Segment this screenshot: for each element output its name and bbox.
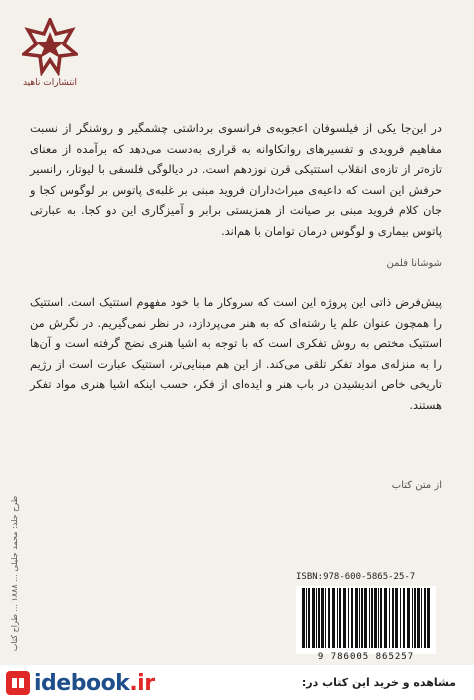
barcode-icon <box>296 586 436 650</box>
publisher-name: انتشارات ناهید <box>22 78 78 88</box>
blurb-paragraph-2: پیش‌فرض ذاتی این پروژه این است که سروکار ما با خود مفهوم استتیک است. استتیک را همچون عنوان علم یا رشته‌ای که به هنر می‌پردازد، در نظر نمی‌گیریم. در نگرش من استتیک مختص به روش تفکری است که با توجه به اشیا هنری نضج گرفته است و آن‌ها را به منزله‌ی مواد تفکر تلقی می‌کند. از این هم مبنایی‌تر، استتیک عبارت است از رژیم تاریخی خاص اندیشیدن در باب هنر و ایده‌ای از فکر، حسب اینکه اشیا هنری مواد تفکر هستند. <box>30 295 442 412</box>
watermark-brand: idebook <box>34 670 130 696</box>
isbn-label: ISBN:978-600-5865-25-7 <box>296 572 416 582</box>
spine-credit <box>8 495 22 651</box>
book-icon <box>6 671 30 695</box>
watermark-text: مشاهده و خرید این کتاب در: <box>301 676 456 689</box>
blurb-paragraph-1: در این‌جا یکی از فیلسوفان اعجوبه‌ی فرانسوی برداشتی چشمگیر و روشنگر از نسبت مفاهیم فرویدی و تفسیرهای روانکاوانه به قراری به‌دست می‌دهد که برآمده از معنای تازه‌تر از تازه‌ی انقلاب استتیکی قرن نوزدهم است. در دیالوگی فلسفی با لیوتار، رانسیر حرفش این است که داعیه‌ی میراث‌داران فروید مبنی بر غلبه‌ی پاتوس بر لوگوس کجا و جان کلام فروید مبنی بر صیانت از همزیستی برابر و آمیزگاری این دو کجا. به عبارتی پاتوس بیماری و لوگوس درمان توامان با هم‌اند. <box>30 121 442 238</box>
blurb-signature-1: شوشانا فلمن <box>386 258 442 269</box>
blurb-signature-2: از متن کتاب <box>391 480 442 491</box>
spine-credit-text: طرح جلد: محمد جلیلی ... ۱۸۸۸ ... طراح کتاب <box>10 495 20 651</box>
watermark-logo[interactable] <box>6 668 155 698</box>
barcode <box>296 586 436 654</box>
publisher-logo <box>16 18 84 98</box>
barcode-number: 9 786005 865257 <box>317 652 415 662</box>
star-logo-icon <box>22 18 78 76</box>
watermark-tld: .ir <box>129 670 155 696</box>
